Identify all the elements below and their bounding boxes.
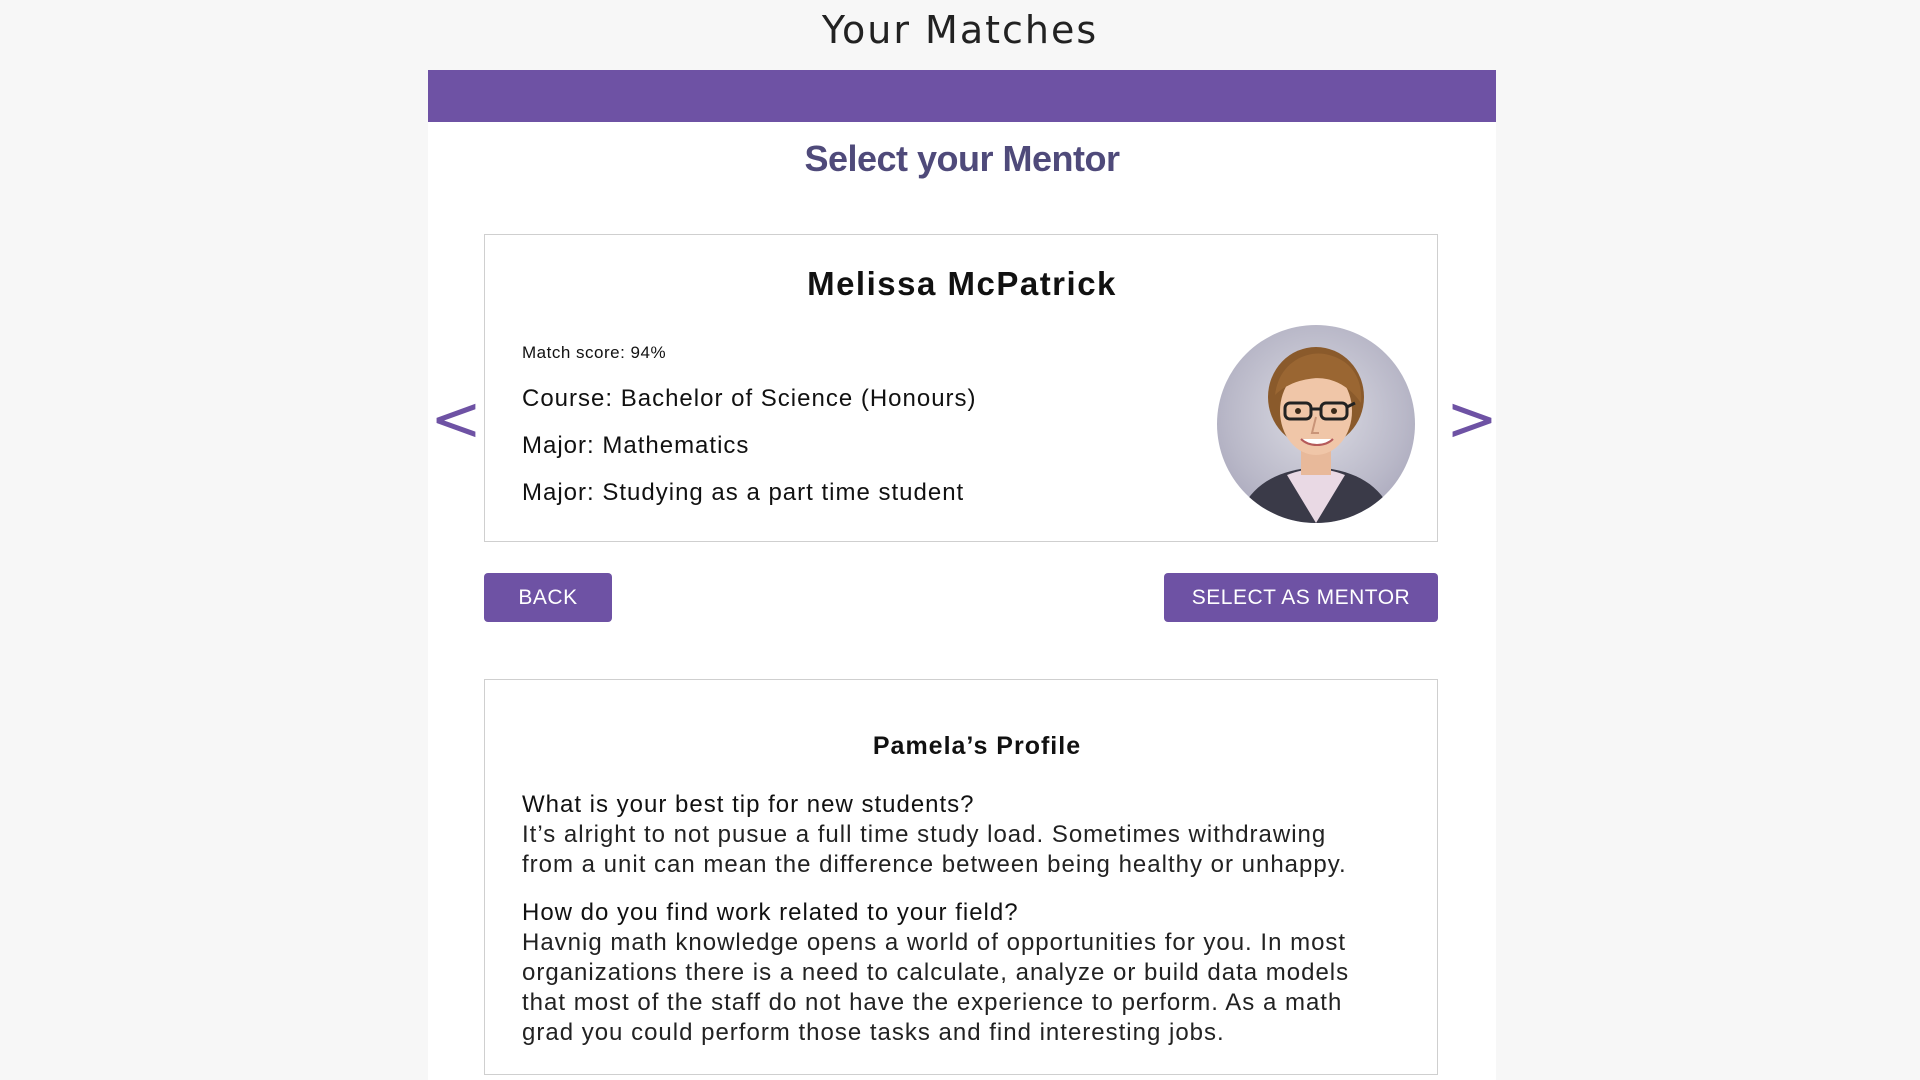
answer-line: It’s alright to not pusue a full time study load. Sometimes withdrawing	[522, 821, 1327, 848]
mentor-avatar	[1217, 325, 1415, 523]
detail-value: Mathematics	[602, 432, 750, 459]
detail-value: Bachelor of Science (Honours)	[620, 385, 977, 412]
previous-mentor-arrow-icon[interactable]: <	[430, 382, 482, 455]
mentor-detail-major	[522, 432, 749, 460]
detail-label: Course:	[522, 385, 614, 412]
matches-panel	[428, 70, 1496, 1080]
mentor-name: Melissa McPatrick	[807, 265, 1117, 302]
detail-value: Studying as a part time student	[602, 479, 965, 506]
match-score: Match score: 94%	[522, 343, 667, 362]
page-title: Your Matches	[821, 8, 1099, 52]
profile-question: How do you find work related to your field?	[522, 899, 1019, 926]
profile-qa-item	[522, 898, 1422, 1048]
mentor-detail-study-mode	[522, 479, 964, 507]
avatar-portrait-icon	[1217, 325, 1415, 523]
profile-answer	[522, 928, 1422, 1048]
select-as-mentor-button[interactable]: SELECT AS MENTOR	[1164, 573, 1438, 622]
back-button[interactable]: BACK	[484, 573, 612, 622]
section-heading: Select your Mentor	[804, 138, 1120, 179]
answer-line: that most of the staff do not have the experience to perform. As a math	[522, 989, 1343, 1016]
detail-label: Major:	[522, 432, 595, 459]
profile-title: Pamela’s Profile	[872, 732, 1082, 760]
answer-line: Havnig math knowledge opens a world of opportunities for you. In most	[522, 929, 1347, 956]
next-mentor-arrow-icon[interactable]: >	[1446, 382, 1498, 455]
answer-line: grad you could perform those tasks and find interesting jobs.	[522, 1019, 1225, 1046]
top-accent-bar	[428, 70, 1496, 122]
profile-qa-item	[522, 790, 1422, 880]
mentor-detail-course	[522, 385, 977, 413]
profile-answer	[522, 820, 1422, 880]
profile-card	[484, 679, 1438, 1075]
profile-question: What is your best tip for new students?	[522, 791, 975, 818]
mentor-card	[484, 234, 1438, 542]
answer-line: organizations there is a need to calculate, analyze or build data models	[522, 959, 1350, 986]
answer-line: from a unit can mean the difference between being healthy or unhappy.	[522, 851, 1347, 878]
detail-label: Major:	[522, 479, 595, 506]
